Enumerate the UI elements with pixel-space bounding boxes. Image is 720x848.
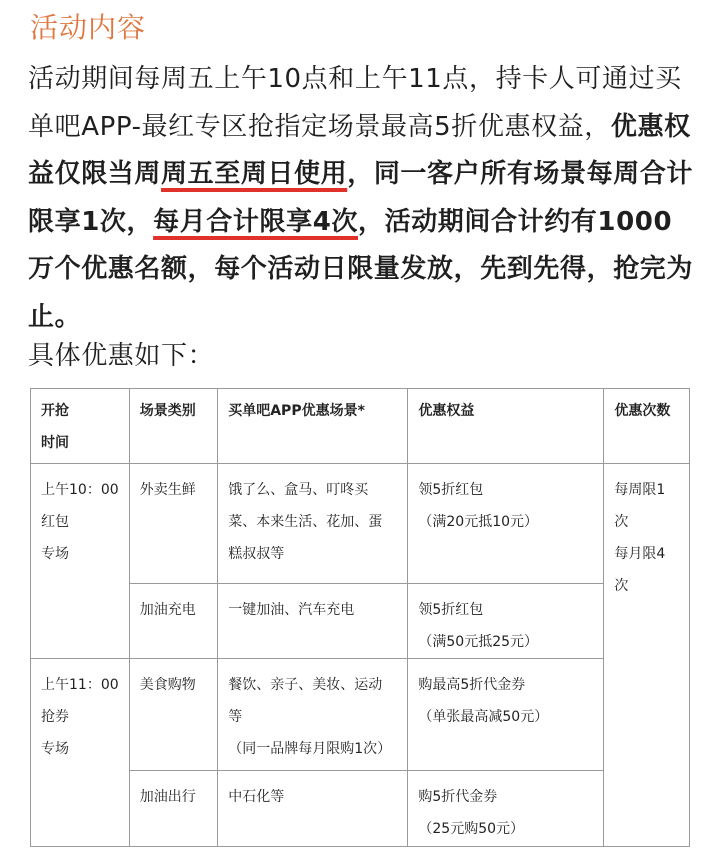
desc-bold-1: 优惠权益仅限当周 bbox=[28, 111, 691, 190]
cell-scenes bbox=[218, 584, 408, 659]
cell-time-l2: 红包 bbox=[41, 514, 69, 530]
cell-scenes-l1: 餐饮、亲子、美妆、运动 bbox=[228, 677, 383, 693]
cell-times-l1: 每周限1 bbox=[614, 482, 666, 498]
cell-category: 外卖生鲜 bbox=[129, 464, 218, 584]
cell-time-l2: 抢券 bbox=[41, 709, 69, 725]
cell-time-l3: 专场 bbox=[41, 546, 69, 562]
cell-scenes-l3: （同一品牌每月限购1次） bbox=[228, 741, 392, 757]
cell-benefit bbox=[408, 659, 604, 771]
cell-times-l4: 次 bbox=[614, 578, 629, 594]
header-scenes: 买单吧APP优惠场景* bbox=[218, 389, 408, 464]
cell-category: 加油充电 bbox=[129, 584, 218, 659]
header-time bbox=[31, 389, 130, 464]
cell-times-l2: 次 bbox=[614, 514, 629, 530]
cell-benefit-l1: 领5折红包 bbox=[418, 602, 484, 618]
table-header-row bbox=[31, 389, 690, 464]
cell-benefit-l1: 购最高5折代金券 bbox=[418, 677, 526, 693]
cell-benefit-l1: 购5折代金券 bbox=[418, 789, 498, 805]
cell-scenes-l1: 中石化等 bbox=[228, 789, 285, 805]
cell-benefit-l2: （满50元抵25元） bbox=[418, 634, 539, 650]
cell-benefit-l1: 领5折红包 bbox=[418, 482, 484, 498]
cell-benefit-l2: （单张最高减50元） bbox=[418, 709, 549, 725]
details-label: 具体优惠如下： bbox=[28, 341, 215, 371]
cell-time-l1: 上午11：00 bbox=[41, 677, 119, 693]
cell-scenes-l2: 等 bbox=[228, 709, 243, 725]
desc-bold-2: ，同一客户所有场景每周合计限享1次， bbox=[28, 159, 694, 237]
cell-category: 加油出行 bbox=[129, 771, 218, 847]
desc-underlined-weekend: 周五至周日使用 bbox=[161, 159, 348, 190]
cell-times bbox=[604, 464, 690, 847]
cell-time bbox=[31, 464, 130, 659]
desc-text-1: 活动期间每周五上午10点和上午11点，持卡人可通过买单吧APP-最红专区抢指定场景最高5折优惠权益， bbox=[28, 64, 682, 142]
table-row bbox=[31, 659, 690, 771]
cell-time-l3: 专场 bbox=[41, 741, 69, 757]
cell-benefit bbox=[408, 771, 604, 847]
header-time-l2: 时间 bbox=[41, 435, 69, 451]
header-benefit: 优惠权益 bbox=[408, 389, 604, 464]
cell-benefit bbox=[408, 584, 604, 659]
header-time-l1: 开抢 bbox=[41, 403, 69, 419]
desc-bold-3: ，活动期间合计约有1000万个优惠名额，每个活动日限量发放，先到先得，抢完为止。 bbox=[28, 206, 694, 332]
activity-description bbox=[28, 56, 698, 342]
cell-scenes-l1: 饿了么、盒马、叮咚买 bbox=[228, 482, 369, 498]
cell-scenes-l1: 一键加油、汽车充电 bbox=[228, 602, 355, 618]
cell-time-l1: 上午10：00 bbox=[41, 482, 119, 498]
cell-scenes-l3: 糕叔叔等 bbox=[228, 546, 285, 562]
header-times: 优惠次数 bbox=[604, 389, 690, 464]
cell-scenes-l2: 菜、本来生活、花加、蛋 bbox=[228, 514, 383, 530]
table-row bbox=[31, 584, 690, 659]
cell-scenes bbox=[218, 771, 408, 847]
desc-underlined-monthly: 每月合计限享4次 bbox=[153, 206, 358, 237]
header-category: 场景类别 bbox=[129, 389, 218, 464]
cell-time bbox=[31, 659, 130, 847]
cell-category: 美食购物 bbox=[129, 659, 218, 771]
section-title: 活动内容 bbox=[30, 11, 147, 44]
cell-scenes bbox=[218, 464, 408, 584]
cell-benefit bbox=[408, 464, 604, 584]
cell-benefit-l2: （满20元抵10元） bbox=[418, 514, 539, 530]
offer-table bbox=[30, 388, 690, 847]
cell-times-l3: 每月限4 bbox=[614, 546, 666, 562]
cell-benefit-l2: （25元购50元） bbox=[418, 821, 525, 837]
table-row bbox=[31, 771, 690, 847]
table-row bbox=[31, 464, 690, 584]
cell-scenes bbox=[218, 659, 408, 771]
